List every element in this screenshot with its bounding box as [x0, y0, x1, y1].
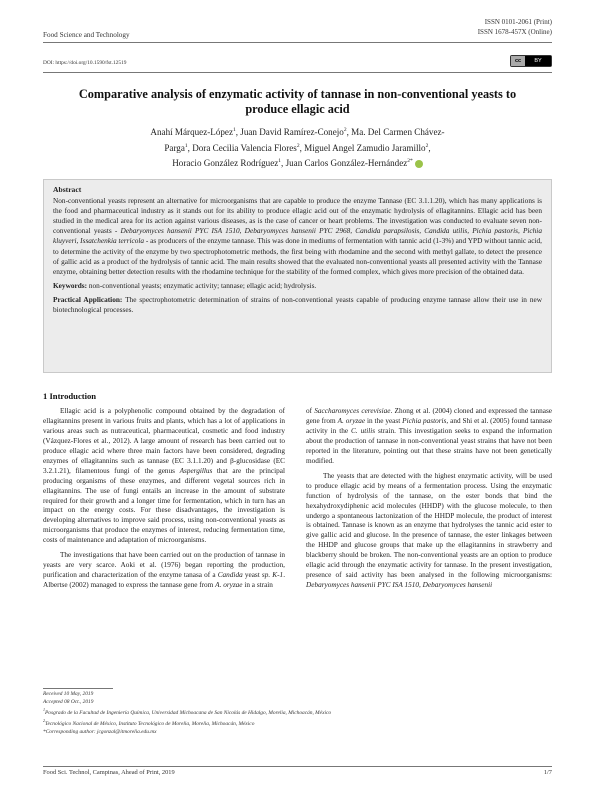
issn-online: ISSN 1678-457X (Online) [477, 27, 552, 36]
article-title: Comparative analysis of enzymatic activity of tannase in non-conventional yeasts to produce ellagic acid [78, 87, 517, 116]
footer-citation: Food Sci. Technol, Campinas, Ahead of Print, 2019 [43, 769, 175, 776]
paragraph: The investigations that have been carried out on the production of tannase in yeasts are very scarce. Aoki et al. (1976) began reporting the production, purification and characterization of the enzyme tanasa of a Candida yeast sp. K-1. Albertse (2002) managed to express the tannase gene from A. oryzae in a strain [43, 551, 285, 590]
paragraph: The yeasts that are detected with the highest enzymatic activity, will be used to produce ellagic acid by means of a fermentation process. Using the enzymatic function of hydrolysis of the tannase, on the ester bonds that bind the hexahydroxydiphenic acid molecules (HHDP) with the glucose molecule, to then undergo a spontaneous lactonization of the HHDP molecule, the product of interest is obtained. Tannase is known as an enzyme that hydrolyses the tannic acid ester to give gallic acid and glucose. In the presence of tannase, the ester linkages between the HHDP and glucose groups that make up the ellagitannins in strawberry and blackberry should be broken. The non-conventional yeasts are an option to produce ellagic acid through the enzymatic activity for tannase. In the present investigation, presence of said activity has been analysed in the following microorganisms: Debaryomyces hansenii PYC ISA 1510, Debaryomyces hansenii [306, 471, 552, 590]
corresponding-author: *Corresponding author: jcgonzal@itmorelia.edu.mx [43, 728, 157, 735]
doi-rule [43, 72, 552, 73]
license-badge[interactable] [510, 55, 552, 67]
abstract-heading: Abstract [53, 185, 82, 194]
issn-block [478, 18, 552, 37]
author-list: Anahí Márquez-López$^1$, Juan David Ramírez-Conejo$^2$, Ma. Del Carmen Chávez- Parga$^1$, Dora Cecilia Valencia Flores$^2$, Miguel Angel Zamudio Jaramillo$^2$, Horacio González Rodríguez$^1$, Juan Carlos González-Hernández$^{2*}$ [150, 127, 445, 169]
page-number: 1/7 [543, 769, 552, 776]
article-notes [43, 690, 552, 736]
notes-rule [43, 688, 113, 689]
by-icon: BY [525, 56, 551, 66]
keywords: Keywords: non-conventional yeasts; enzymatic activity; tannase; ellagic acid; hydrolysis. [53, 280, 317, 290]
cc-icon: cc [511, 56, 525, 66]
right-column [306, 407, 552, 596]
affiliation-1: $^1$Posgrado de la Facultad de Ingeniería Química, Universidad Michoacana de San Nicolás de Hidalgo, Morelia, Michoacán, México [43, 707, 332, 716]
header-rule [43, 42, 552, 43]
abstract-box [43, 179, 552, 373]
issn-print: ISSN 0101-2061 (Print) [484, 18, 552, 26]
footer-rule [43, 766, 552, 767]
orcid-icon[interactable] [415, 160, 423, 168]
affiliation-2: $^2$Tecnológico Nacional de México, Instituto Tecnológico de Morelia, Morelia, Michoacán, México [43, 718, 255, 727]
section-heading: 1 Introduction [43, 391, 97, 401]
abstract-text: Non-conventional yeasts represent an alternative for microorganisms that are capable to produce the enzyme Tannase (EC 3.1.1.20), which has many applications is the food and pharmaceutical industry as it stands out for its ability to produce ellagic acid out of the enzymatic hydrolysis of ellagitannins. Ellagic acid has been studied in the medical area for its action against various diseases, as is the case of cancer or heart problems. The investigation was conducted to evaluate seven non-conventional yeasts - Debaryomyces hansenii PYC ISA 1510, Debaryomyces hansenii PYC 2968, Candida parapsilosis, Candida utilis, Pichia pastoris, Pichia kluyveri, Issatchenkia terricola - as producers of the enzyme tannase. This was done in mediums of fermentation with tannic acid (1-3%) and YPD without tannic acid, to determine the activity of the enzyme by two spectrophotometric methods, the first being with rhodamine and the second with methyl gallate, to detect the presence of gallic acid as a product of the hydrolysis of tannic acid. The main results showed that the evaluated non-conventional yeasts all presented activity with the Tannase enzyme, obtaining better detection results with the rhodamine technique for the stability of the formed complex, which gives more precision of the obtained data. [53, 196, 542, 276]
received-date: Received 10 May, 2019 [43, 691, 94, 697]
practical-application: Practical Application: The spectrophotometric determination of strains of non-conventional yeasts capable of producing enzyme tannase allow their use in new biotechnological processes. [53, 294, 542, 315]
doi-link[interactable]: DOI: https://doi.org/10.1590/fst.12519 [43, 60, 127, 66]
paragraph: Ellagic acid is a polyphenolic compound obtained by the degradation of ellagitannins present in various fruits and plants, which has a lot of applications in various areas such as nutraceutical, pharmaceutical, cosmetic and food industry (Vázquez-Flores et al., 2012). A large amount of research has been carried out to produce ellagic acid where three main factors have been considered, degrading enzymes of ellagitannins such as tannase (EC 3.1.1.20) and β-glucosidase (EC 3.2.1.21), filamentous fungi of the genus Aspergillus that are the principal producing organisms of these enzymes, and different vegetal sources rich in ellagitannins. The use of fungi entails an increase in the amount of substrate required for their growth and a longer time for fermentation, which in turn has an impact on the energy costs. For these disadvantages, the investigation is developing alternatives to improve said process, using non-conventional yeasts as microorganisms that produce the enzymes of interest, reducing fermentation time, costs of maintenance and adaptation of microorganisms. [43, 406, 285, 545]
accepted-date: Accepted 08 Oct., 2019 [43, 699, 94, 706]
left-column [43, 392, 285, 596]
journal-name: Food Science and Technology [43, 31, 130, 39]
paragraph: of Saccharomyces cerevisiae. Zhong et al. (2004) cloned and expressed the tannase gene from A. oryzae in the yeast Pichia pastoris, and Shi et al. (2005) found tannase activity in the C. utilis strain. This investigation seeks to expand the information about the production of tannase in non-conventional yeast strains that have not been reported in the literature, pointing out that these strains have not been genetically modified. [306, 407, 552, 465]
